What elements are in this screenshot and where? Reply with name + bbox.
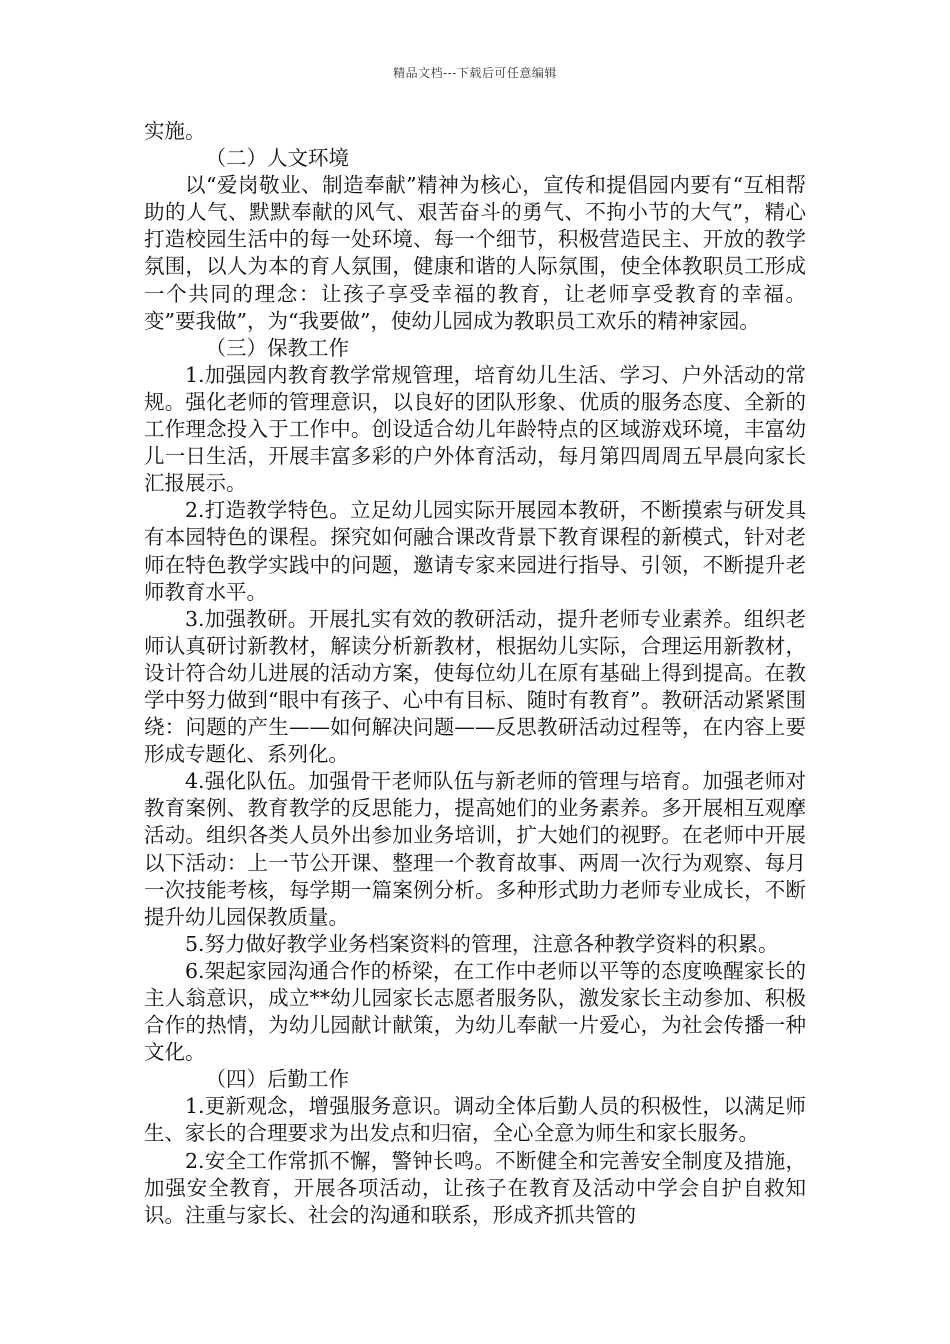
document-body [144, 118, 806, 1229]
section-heading-humanistic-environment: （二）人文环境 [205, 146, 349, 171]
section-heading-care-education: （三）保教工作 [205, 335, 349, 360]
paragraph-care-item-5: 5.努力做好教学业务档案资料的管理，注意各种教学资料的积累。 [185, 931, 779, 956]
paragraph-care-item-4: 4.强化队伍。加强骨干老师队伍与新老师的管理与培育。加强老师对教育案例、教育教学的反思能力，提高她们的业务素养。多开展相互观摩活动。组织各类人员外出参加业务培训，扩大她们的视野。在老师中开展以下活动：上一节公开课、整理一个教育故事、两周一次行为观察、每月一次技能考核，每学期一篇案例分析。多种形式助力老师专业成长，不断提升幼儿园保教质量。 [144, 769, 806, 929]
paragraph-continuation: 实施。 [144, 119, 206, 143]
paragraph-care-item-6: 6.架起家园沟通合作的桥梁，在工作中老师以平等的态度唤醒家长的主人翁意识，成立**幼儿园家长志愿者服务队，激发家长主动参加、积极合作的热情，为幼儿园献计献策，为幼儿奉献一片爱心，为社会传播一种文化。 [144, 958, 806, 1065]
paragraph-care-item-3: 3.加强教研。开展扎实有效的教研活动，提升老师专业素养。组织老师认真研讨新教材，解读分析新教材，根据幼儿实际，合理运用新教材，设计符合幼儿进展的活动方案，使每位幼儿在原有基础上得到提高。在教学中努力做到“眼中有孩子、心中有目标、随时有教育”。教研活动紧紧围绕：问题的产生——如何解决问题——反思教研活动过程等，在内容上要形成专题化、系列化。 [144, 606, 806, 767]
paragraph-logistics-item-2: 2.安全工作常抓不懈，警钟长鸣。不断健全和完善安全制度及措施，加强安全教育，开展各项活动，让孩子在教育及活动中学会自护自救知识。注重与家长、社会的沟通和联系，形成齐抓共管的 [144, 1148, 806, 1227]
paragraph-logistics-item-1: 1.更新观念，增强服务意识。调动全体后勤人员的积极性，以满足师生、家长的合理要求为出发点和归宿，全心全意为师生和家长服务。 [144, 1094, 806, 1146]
paragraph-humanistic-environment: 以“爱岗敬业、制造奉献”精神为核心，宣传和提倡园内要有“互相帮助的人气、默默奉献的风气、艰苦奋斗的勇气、不拘小节的大气”，精心打造校园生活中的每一处环境、每一个细节，积极营造民主、开放的教学氛围，以人为本的育人氛围，健康和谐的人际氛围，使全体教职员工形成一个共同的理念：让孩子享受幸福的教育，让老师享受教育的幸福。变”要我做”，为“我要做”，使幼儿园成为教职员工欢乐的精神家园。 [144, 173, 806, 333]
section-heading-logistics: （四）后勤工作 [205, 1067, 349, 1092]
page-header: 精品文档---下载后可任意编辑 [393, 66, 557, 80]
paragraph-care-item-2: 2.打造教学特色。立足幼儿园实际开展园本教研，不断摸索与研发具有本园特色的课程。探究如何融合课改背景下教育课程的新模式，针对老师在特色教学实践中的问题，邀请专家来园进行指导、引领，不断提升老师教育水平。 [144, 498, 806, 604]
paragraph-care-item-1: 1.加强园内教育教学常规管理，培育幼儿生活、学习、户外活动的常规。强化老师的管理意识，以良好的团队形象、优质的服务态度、全新的工作理念投入于工作中。创设适合幼儿年龄特点的区域游戏环境，丰富幼儿一日生活，开展丰富多彩的户外体育活动，每月第四周周五早晨向家长汇报展示。 [144, 362, 806, 496]
